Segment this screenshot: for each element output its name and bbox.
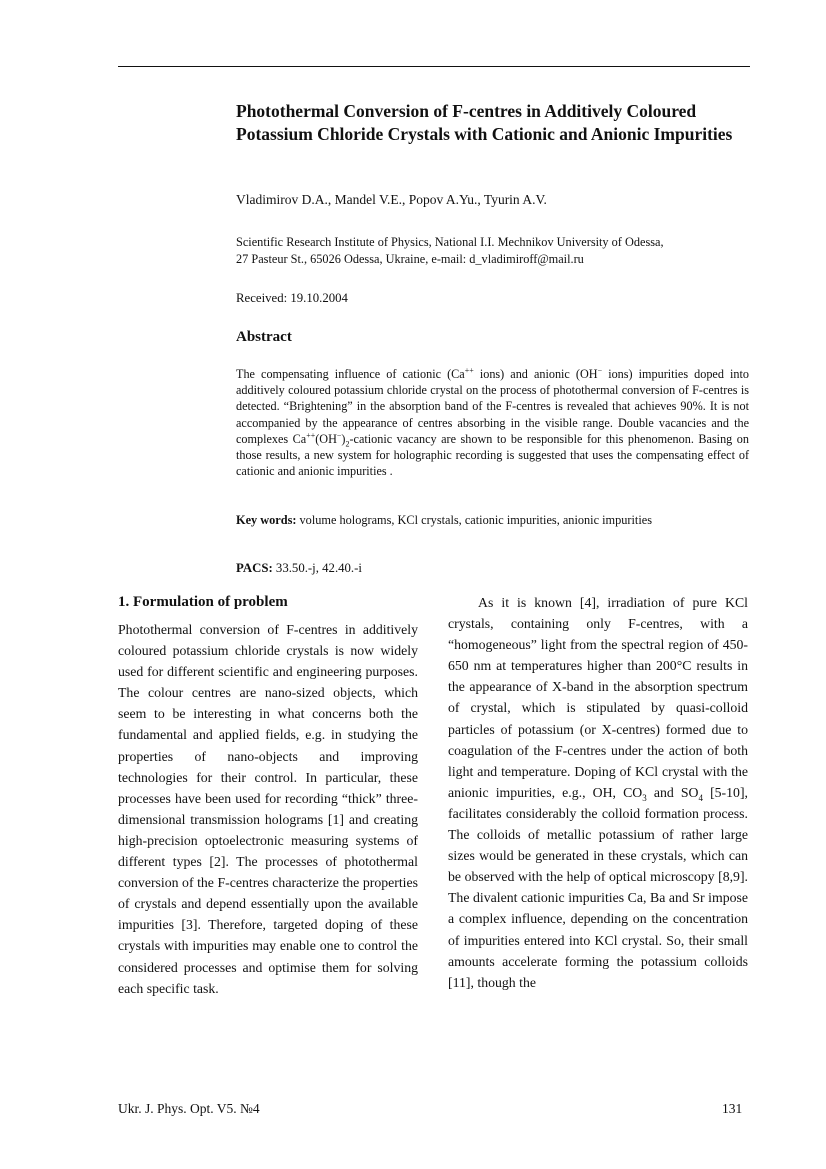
keywords <box>236 513 751 528</box>
abstract-part: (OH <box>315 431 337 446</box>
right-column-subscript: 4 <box>698 792 703 803</box>
pacs-label: PACS: <box>236 561 273 575</box>
header-rule <box>118 66 750 67</box>
right-column-text <box>448 592 748 993</box>
right-column-subscript: 3 <box>642 792 647 803</box>
abstract-subscript: 2 <box>345 439 350 449</box>
abstract-superscript: − <box>597 365 603 375</box>
pacs-text: 33.50.-j, 42.40.-i <box>272 561 362 575</box>
abstract-part: -cationic vacancy are shown to be responsible for this phenomenon. Basing on those results, a new system for holographic recording is suggested that uses the compensating effect of cationic and anionic impurities . <box>236 431 749 479</box>
paper-title: Photothermal Conversion of F-centres in Additively Coloured Potassium Chloride Crystals with Cationic and Anionic Impurities <box>236 101 733 144</box>
keywords-text: volume holograms, KCl crystals, cationic impurities, anionic impurities <box>296 513 652 527</box>
affiliation-line-2: 27 Pasteur St., 65026 Odessa, Ukraine, e-mail: d_vladimiroff@mail.ru <box>236 252 584 266</box>
abstract-part: The compensating influence of cationic (Ca <box>236 367 465 381</box>
abstract-heading: Abstract <box>236 329 292 345</box>
abstract-part: ) <box>341 431 346 446</box>
abstract-part: ions) and anionic (OH <box>473 367 598 381</box>
abstract-part: ions) impurities doped into additively coloured potassium chloride crystal on the process of photothermal conversion of F-centres is detected. “Brightening” in the absorption band of the F-centres is revealed that achieves 90%. It is not accompanied by the appearance of centres absorbing in the visible range. Double vacancies and the complexes Ca <box>236 367 749 446</box>
abstract-superscript: ++ <box>464 365 474 375</box>
authors: Vladimirov D.A., Mandel V.E., Popov A.Yu., Tyurin A.V. <box>236 192 547 207</box>
section-heading: 1. Formulation of problem <box>118 594 288 610</box>
received-date: Received: 19.10.2004 <box>236 291 348 305</box>
affiliation <box>236 234 751 268</box>
abstract-superscript: − <box>336 430 342 440</box>
left-column-text: Photothermal conversion of F-centres in additively coloured potassium chloride crystals is now widely used for different scientific and engineering purposes. The colour centres are nano-sized objects, which seem to be interesting in what concerns both the fundamental and applied fields, e.g. in studying the properties of nano-objects and improving technologies for their control. In particular, these processes have been used for recording “thick” three-dimensional transmission holograms [1] and creating high-precision optoelectronic measuring systems of different types [2]. The processes of photothermal conversion of the F-centres characterize the properties of crystals and depend essentially upon the available impurities [3]. Therefore, targeted doping of these crystals with impurities may enable one to control the considered processes and optimise them for solving each specific task. <box>118 622 418 996</box>
right-column-part: [5-10], facilitates considerably the colloid formation process. The colloids of metallic potassium of rather large sizes would be generated in these crystals, which can be observed with the help of optical microscopy [8,9]. The divalent cationic impurities Ca, Ba and Sr impose a complex influence, depending on the concentration of impurities entered into KCl crystal. So, their small amounts accelerate forming the potassium colloids [11], though the <box>448 784 748 990</box>
right-column-part: As it is known [4], irradiation of pure KCl crystals, containing only F-centres, with a “homogeneous” light from the spectral region of 450-650 nm at temperatures higher than 200°C results in the appearance of X-band in the absorption spectrum of crystal, which is stipulated by quasi-colloid particles of potassium (or X-centres) formed due to coagulation of the F-centres under the action of both light and temperature. Doping of KCl crystal with the anionic impurities, e.g., OH, CO <box>448 595 748 800</box>
keywords-label: Key words: <box>236 513 297 527</box>
affiliation-line-1: Scientific Research Institute of Physics, National I.I. Mechnikov University of Odessa, <box>236 235 664 249</box>
pacs-codes <box>236 561 362 576</box>
footer-journal: Ukr. J. Phys. Opt. V5. №4 <box>118 1101 260 1116</box>
right-column-part: and SO <box>646 784 699 800</box>
abstract-superscript: ++ <box>306 430 316 440</box>
abstract-text <box>236 366 749 479</box>
page-number: 131 <box>722 1101 743 1116</box>
